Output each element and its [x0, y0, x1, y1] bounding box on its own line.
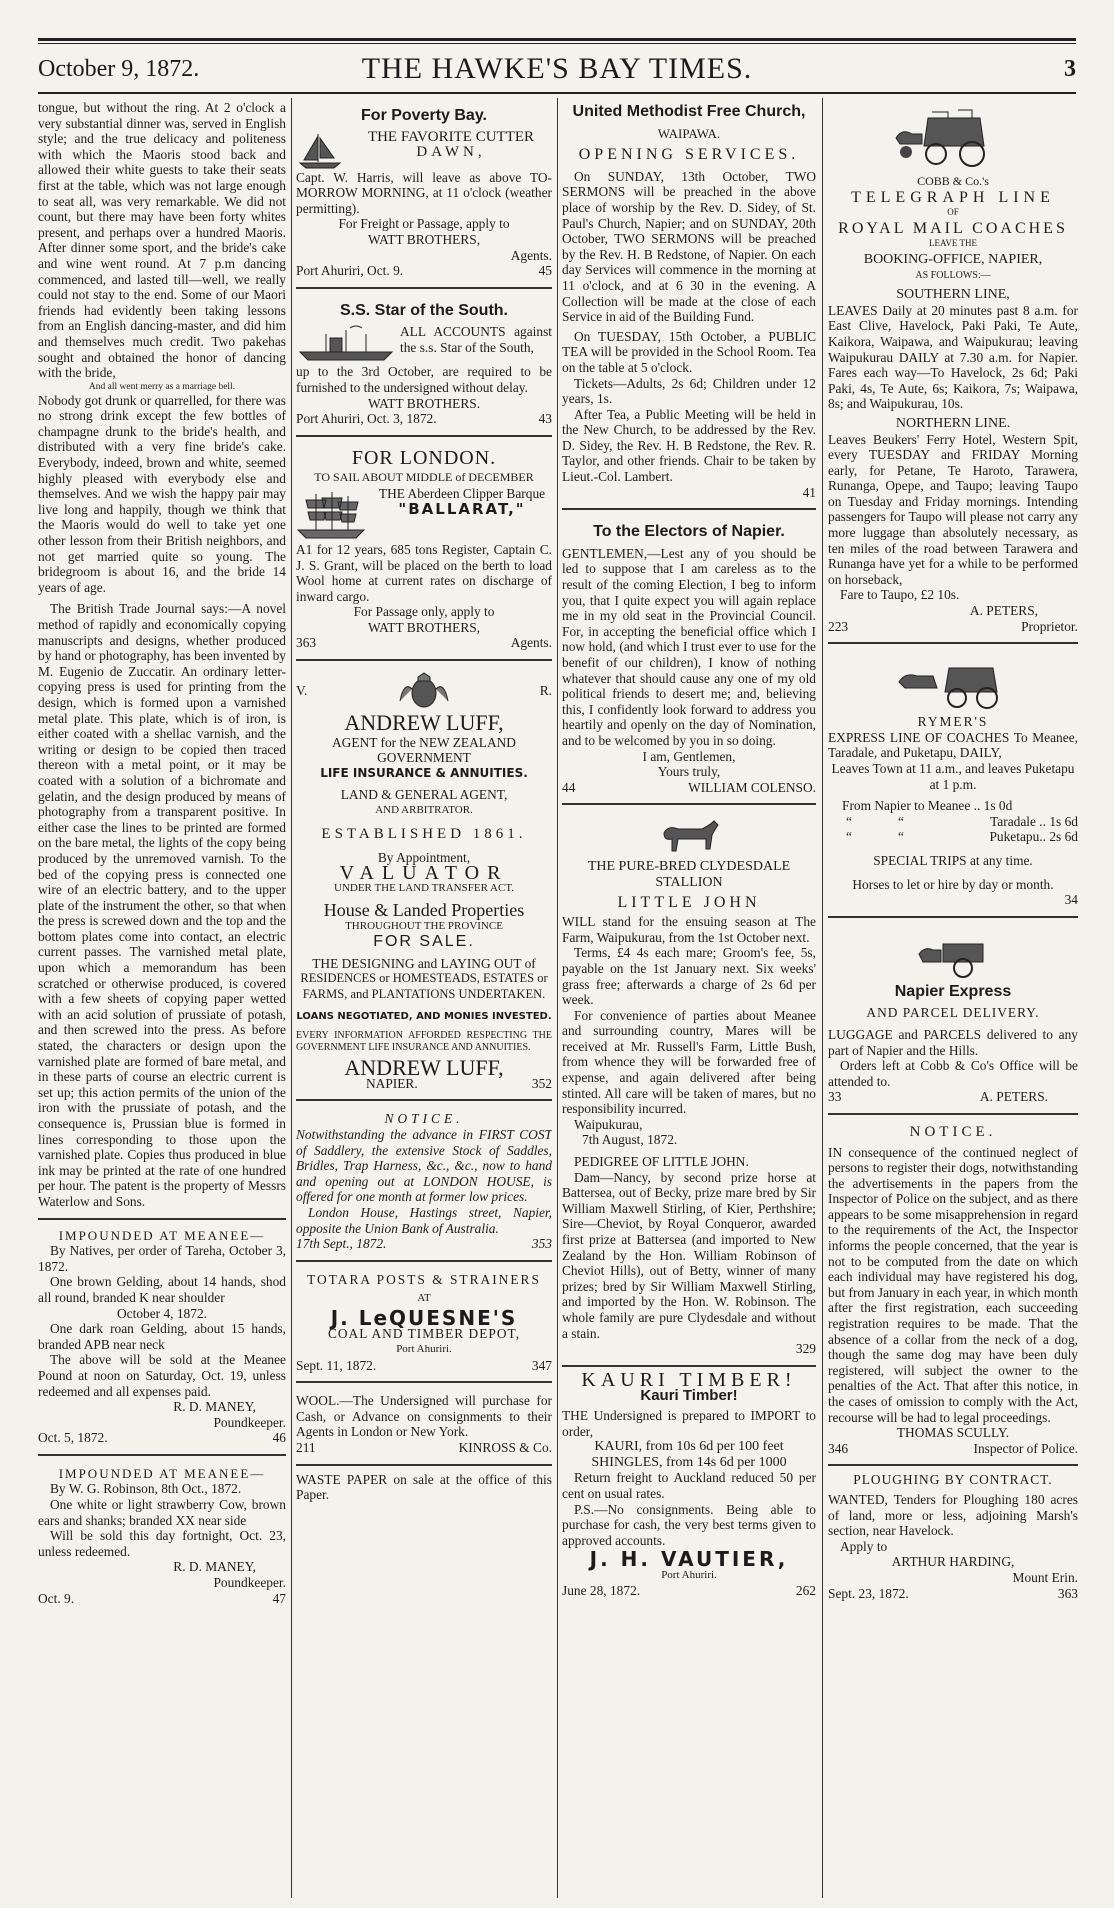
ad-line: Leaves Town at 11 a.m., and leaves Puketapu at 1 p.m.	[831, 761, 1075, 792]
column-2	[296, 100, 552, 1900]
ad-line: BOOKING-OFFICE, NAPIER,	[863, 251, 1043, 267]
ad-line: Yours truly,	[657, 764, 721, 780]
ad-role: Inspector of Police.	[973, 1440, 1078, 1456]
ad-line: Will be sold this day fortnight, Oct. 23, unless redeemed.	[38, 1528, 286, 1559]
ad-title: Napier Express	[894, 982, 1012, 1000]
stallion-name: LITTLE JOHN	[617, 893, 761, 911]
ditto-mark: “	[898, 829, 904, 845]
ad-line: For Freight or Passage, apply to	[338, 216, 510, 232]
ad-agent: WATT BROTHERS,	[367, 231, 481, 247]
ad-number: 41	[802, 484, 816, 500]
ad-body: THE Undersigned is prepared to IMPORT to order,	[562, 1407, 816, 1439]
ad-line: LOANS NEGOTIATED, AND MONIES INVESTED.	[296, 1010, 552, 1022]
fare-line: Puketapu.. 2s 6d	[989, 829, 1078, 845]
ad-place: Port Ahuriri, Oct. 3, 1872.	[296, 411, 437, 427]
ad-napier-express	[828, 924, 1078, 1115]
ad-role: Poundkeeper.	[213, 1575, 286, 1591]
ad-body: ALL ACCOUNTS against the s.s. Star of the South,	[400, 324, 552, 355]
ad-number: 47	[272, 1590, 286, 1606]
agent-name: ANDREW LUFF,	[344, 1055, 504, 1081]
ad-line: EVERY INFORMATION AFFORDED RESPECTING THE GOVERNMENT LIFE INSURANCE AND ANNUITIES.	[296, 1030, 552, 1054]
ad-body: IN consequence of the continued neglect of persons to register their dogs, notwithstanding the advertisements in the papers from the Inspector of Police on the subject, and as there appears to be some misapprehension in regard to the requirements of the Act, the Inspector informs the people concerned, that the year is not to be computed from the date on which each individual may have registered his dog, but from January in each year, in which month after the first registration, each succeeding registration requires to be made. That the absence of a collar from the neck of a dog, though the same dog may have been duly registered, will subject the owner to the penalties of the Act. That after this notice, in the cases of omission to comply with the Act, recourse will be had to legal proceedings.	[828, 1144, 1078, 1425]
top-rule-thin	[38, 43, 1076, 44]
ad-title: To the Electors of Napier.	[593, 523, 785, 541]
company-name: COBB & Co.'s	[917, 174, 989, 188]
ad-body: On SUNDAY, 13th October, TWO SERMONS will be preached in the above place of worship by the Rev. D. Sidey, of St. Paul's Church, Napier; and on SUNDAY, 20th October, TWO SERMONS will be preached by the Rev. H. B Redstone, of Napier. On each day Services will commence in the morning at 11 o'clock, and at 6 30 in the evening. A Collection will be made at the close of each Service in aid of the Building Fund.	[562, 168, 816, 325]
ad-number: 223	[828, 618, 849, 634]
ad-body: Orders left at Cobb & Co's Office will be attended to.	[828, 1058, 1078, 1089]
ad-place: WAIPAWA.	[657, 125, 721, 141]
ad-number: 353	[531, 1236, 552, 1252]
divider	[38, 1218, 286, 1220]
ad-date: Oct. 5, 1872.	[38, 1430, 108, 1446]
ad-line: UNDER THE LAND TRANSFER ACT.	[334, 882, 514, 895]
ad-subtitle: AND PARCEL DELIVERY.	[866, 1005, 1040, 1021]
ad-place: Mount Erin.	[1012, 1569, 1078, 1585]
ad-line: Agents.	[510, 247, 552, 263]
ad-body: Terms, £4 4s each mare; Groom's fee, 5s, payable on the 1st January next. Six weeks' grass free; afterwards a charge of 2s 6d per week.	[562, 945, 816, 1008]
ad-body: GENTLEMEN,—Lest any of you should be led to suppose that I am careless as to the result of the coming Election, I beg to inform you, that I quite expect you will again replace me in my old seat in the Provincial Council. For, in accepting the beneficial office which I now hold, (and which I trust ever to use for the benefit of our children), I know of nothing whatever that should cause any one of my old political friends to desert me; and, believing this, I confidently look forward to address you heartily and openly on the day of Nomination, and to be welcomed by you in so doing.	[562, 545, 816, 748]
ad-title: FOR LONDON.	[351, 446, 497, 469]
newspaper-title: THE HAWKE'S BAY TIMES.	[361, 52, 753, 85]
ad-line: AGENT for the NEW ZEALAND GOVERNMENT	[332, 734, 516, 766]
ad-line: Fare to Taupo, £2 10s.	[840, 587, 960, 603]
ad-waste-paper	[296, 1472, 552, 1503]
ad-star-of-south	[296, 295, 552, 437]
ad-number: 347	[531, 1357, 552, 1373]
ad-title: TELEGRAPH LINE	[851, 188, 1055, 206]
ad-title: ROYAL MAIL COACHES	[838, 219, 1068, 237]
ad-signer: THOMAS SCULLY.	[896, 1425, 1010, 1441]
ad-place: NAPIER.	[366, 1075, 418, 1091]
ad-title: IMPOUNDED AT MEANEE—	[58, 1227, 266, 1243]
page-number: 3	[1064, 56, 1076, 82]
ad-date: 17th Sept., 1872.	[296, 1236, 387, 1252]
ad-line: The above will be sold at the Meanee Pound at noon on Saturday, Oct. 19, unless redeemed and all expenses paid.	[38, 1352, 286, 1399]
ad-line: Agents.	[510, 635, 552, 651]
ad-wool	[296, 1389, 552, 1465]
ad-body: Dam—Nancy, by second prize horse at Battersea, out of Becky, prize mare bred by Sir William Maxwell Stirling, of Kier, Perthshire; Sire—Cheviot, by Royal Conqueror, awarded first prize at Battersea (and imported to New Zealand by the Hon. William Robinson of Cheviot Hills), out of Betty, winner of many prizes; bred by Sir William Maxwell Stirling, and imported by the Hon. W. Robinson. The whole family are pure Clydesdale and without a stain.	[562, 1169, 816, 1341]
stagecoach-icon	[888, 108, 1018, 170]
ad-title: United Methodist Free Church,	[572, 103, 806, 120]
ad-line: RESIDENCES or HOMESTEADS, ESTATES or FARMS, and PLANTATIONS UNDERTAKEN.	[300, 971, 548, 1001]
ad-line: By Natives, per order of Tareha, October 3, 1872.	[38, 1243, 286, 1274]
ad-body: On TUESDAY, 15th October, a PUBLIC TEA will be provided in the School Room. Tea on the table at 5 o'clock.	[562, 328, 816, 375]
ad-number: 34	[1064, 892, 1078, 908]
ad-role: Poundkeeper.	[213, 1414, 286, 1430]
cart-icon	[913, 932, 993, 980]
ad-agent: WATT BROTHERS,	[367, 619, 481, 635]
ad-line: For Passage only, apply to	[353, 604, 495, 620]
ad-agent: KINROSS & Co.	[458, 1440, 552, 1456]
ad-line: Apply to	[840, 1538, 888, 1554]
ad-line: FOR SALE.	[373, 933, 475, 951]
company-name: RYMER'S	[917, 714, 989, 730]
ad-place: Port Ahuriri.	[396, 1343, 452, 1356]
ad-title: THE PURE-BRED CLYDESDALE STALLION	[587, 859, 791, 890]
ad-stallion	[562, 811, 816, 1366]
column-divider	[822, 98, 823, 1898]
ad-methodist	[562, 100, 816, 510]
price-line: SHINGLES, from 14s 6d per 1000	[591, 1454, 787, 1470]
ad-number: 346	[828, 1440, 849, 1456]
ad-signer: R. D. MANEY,	[173, 1559, 256, 1575]
ad-body: Leaves Beukers' Ferry Hotel, Western Spit, every TUESDAY and FRIDAY Morning early, for Petane, Te Haroto, Tarawera, Runanga, Opepe, and Taupo; leaving Taupo on Tuesday and Friday mornings. Intending passengers for Taupo will please not carry any more luggage than absolutely necessary, as ten miles of the road between Tarawera and Runanga have yet for a while to be performed on horseback,	[828, 431, 1078, 587]
ad-line: Horses to let or hire by day or month.	[852, 876, 1054, 892]
fare-line: From Napier to Meanee .. 1s 0d	[842, 798, 1013, 814]
ad-signer: A. PETERS,	[969, 603, 1038, 619]
ad-body: P.S.—No consignments. Being able to purchase for cash, the very best terms given to approved accounts.	[562, 1501, 816, 1548]
ad-line: LAND & GENERAL AGENT,	[340, 787, 508, 803]
ad-for-london	[296, 443, 552, 661]
ad-body: LEAVES Daily at 20 minutes past 8 a.m. for East Clive, Havelock, Paki Paki, Te Aute, Kaikora, Waipawa, and Waipukurau; leaving Waipukurau DAILY at 7.30 a.m. for Napier. Fares each way—To Havelock, 2s 6d; Paki Paki, 4s, Te Aute, 6s; Kaikora, 7s; Waipawa, 8s; and Waipukurau, 10s.	[828, 302, 1078, 412]
ad-date: Oct. 9.	[38, 1590, 75, 1606]
ad-number: 33	[828, 1089, 842, 1105]
price-line: KAURI, from 10s 6d per 100 feet	[594, 1439, 784, 1455]
ad-heading: OPENING SERVICES.	[578, 146, 800, 164]
ad-line: OF	[947, 207, 959, 218]
ad-kauri	[562, 1368, 816, 1599]
ad-title: PLOUGHING BY CONTRACT.	[853, 1472, 1053, 1488]
ad-signer: A. PETERS.	[979, 1089, 1048, 1105]
ad-line: October 4, 1872.	[117, 1305, 207, 1321]
ad-line: V.	[296, 683, 308, 699]
ad-line: R.	[539, 683, 552, 699]
ad-title: S.S. Star of the South.	[339, 301, 508, 319]
article-note: And all went merry as a marriage bell.	[88, 381, 236, 392]
merchant-name: J. H. VAUTIER,	[589, 1547, 789, 1572]
issue-date: October 9, 1872.	[38, 56, 200, 82]
masthead	[38, 52, 1076, 88]
ad-line: THROUGHOUT THE PROVINCE	[345, 919, 503, 932]
masthead-rule	[38, 92, 1076, 94]
ad-place: Port Ahuriri, Oct. 9.	[296, 263, 404, 279]
column-1	[38, 100, 286, 1900]
ad-body: Tickets—Adults, 2s 6d; Children under 12 years, 1s.	[562, 375, 816, 407]
ad-line: THE DESIGNING and LAYING OUT of	[312, 955, 536, 971]
column-divider	[291, 98, 292, 1898]
column-4	[828, 100, 1078, 1900]
ad-body: WILL stand for the ensuing season at The Farm, Waipukurau, from the 1st October next.	[562, 914, 816, 945]
ad-line: LEAVE THE	[929, 238, 977, 249]
ad-title: IMPOUNDED AT MEANEE—	[58, 1465, 266, 1481]
fare-line: Taradale .. 1s 6d	[990, 813, 1078, 829]
ad-signer: R. D. MANEY,	[173, 1399, 256, 1415]
ad-number: 43	[538, 411, 552, 427]
ad-line: ESTABLISHED 1861.	[321, 825, 527, 842]
merchant-name: J. LeQUESNE'S	[330, 1305, 518, 1330]
ad-ploughing	[828, 1472, 1078, 1601]
cutter-ship-icon	[296, 130, 344, 170]
ad-line: House & Landed Properties	[323, 900, 525, 920]
ad-number: 352	[531, 1075, 552, 1091]
ad-heading: SOUTHERN LINE,	[896, 287, 1010, 303]
horse-icon	[654, 819, 724, 855]
ad-line: LIFE INSURANCE & ANNUITIES.	[320, 765, 528, 780]
ad-line: One dark roan Gelding, about 15 hands, branded APB near neck	[38, 1321, 286, 1352]
ad-totara	[296, 1268, 552, 1384]
ad-poverty-bay	[296, 100, 552, 289]
ad-body: up to the 3rd October, are required to be furnished to the undersigned without delay.	[296, 364, 552, 395]
ad-title: KAURI TIMBER!	[581, 1368, 797, 1391]
ad-date: Sept. 11, 1872.	[296, 1357, 377, 1373]
vessel-name: DAWN,	[416, 144, 486, 161]
ad-saddlery-notice	[296, 1107, 552, 1261]
ad-line: I am, Gentlemen,	[642, 748, 736, 764]
ad-impounded-2	[38, 1462, 286, 1614]
ad-line: AT	[417, 1292, 431, 1305]
ad-andrew-luff	[296, 667, 552, 1101]
ad-title: TOTARA POSTS & STRAINERS	[307, 1271, 541, 1287]
ad-line: One white or light strawberry Cow, brown ears and shanks; branded XX near side	[38, 1497, 286, 1528]
ad-date: June 28, 1872.	[562, 1583, 641, 1599]
ditto-mark: “	[898, 813, 904, 829]
ad-body: Notwithstanding the advance in FIRST COST of Saddlery, the extensive Stock of Saddles, Bridles, Trap Harness, &c., &c., now to hand and opening out at LONDON HOUSE, is offered for one month at former low prices.	[296, 1126, 552, 1205]
ad-body: WOOL.—The Undersigned will purchase for Cash, or Advance on consignments to their Agents in London or New York.	[296, 1393, 552, 1440]
ad-line: By W. G. Robinson, 8th Oct., 1872.	[50, 1481, 242, 1497]
ad-date: 7th August, 1872.	[582, 1132, 678, 1148]
ad-signer: ARTHUR HARDING,	[891, 1554, 1015, 1570]
ad-role: Proprietor.	[1021, 618, 1078, 634]
ad-number: 45	[538, 263, 552, 279]
ad-line: THE FAVORITE CUTTER	[367, 128, 535, 145]
ad-rymer	[828, 650, 1078, 918]
ad-electors	[562, 516, 816, 805]
ad-date: Sept. 23, 1872.	[828, 1585, 909, 1601]
ad-agent: WATT BROTHERS.	[367, 395, 481, 411]
ditto-mark: “	[846, 813, 852, 829]
ad-body: WANTED, Tenders for Ploughing 180 acres of land, more or less, adjoining Marsh's section, near Havelock.	[828, 1491, 1078, 1539]
ad-cobb-co	[828, 100, 1078, 644]
ad-title: NOTICE.	[909, 1123, 997, 1140]
column-3	[562, 100, 816, 1900]
ad-line: By Appointment,	[377, 850, 471, 866]
coach-and-horses-icon	[893, 658, 1013, 710]
ad-subtitle: TO SAIL ABOUT MIDDLE of DECEMBER	[314, 470, 534, 485]
ad-heading: NORTHERN LINE.	[895, 415, 1011, 431]
ad-dog-notice	[828, 1121, 1078, 1466]
ad-line: AND ARBITRATOR.	[375, 804, 473, 817]
ad-body: WASTE PAPER on sale at the office of this Paper.	[296, 1471, 552, 1503]
ad-body: A1 for 12 years, 685 tons Register, Captain C. J. S. Grant, will be placed on the berth to load Wool home at current rates on discharge of inward cargo.	[296, 541, 552, 604]
ad-line: COAL AND TIMBER DEPOT,	[327, 1326, 521, 1342]
ad-number: 211	[296, 1440, 316, 1456]
ad-heading: PEDIGREE OF LITTLE JOHN.	[574, 1154, 749, 1170]
agent-name: ANDREW LUFF,	[344, 710, 504, 736]
steamship-icon	[296, 324, 396, 364]
ad-place: Waipukurau,	[574, 1116, 643, 1132]
ad-title: NOTICE.	[384, 1111, 464, 1127]
ad-number: 329	[795, 1341, 816, 1357]
ad-body: For convenience of parties about Meanee and surrounding country, Mares will be received at Mr. Russell's Farm, Little Bush, from whence they will be forwarded free of expense, and again delivered after being stinted. All care will be taken of mares, but no responsibility incurred.	[562, 1007, 816, 1117]
ad-line: London House, Hastings street, Napier, opposite the Union Bank of Australia.	[296, 1204, 552, 1236]
ad-number: 44	[562, 779, 576, 795]
vessel-name: "BALLARAT,"	[398, 499, 526, 518]
ad-line: AS FOLLOWS:—	[915, 269, 991, 281]
ad-line: One brown Gelding, about 14 hands, shod all round, branded K near shoulder	[38, 1274, 286, 1305]
ad-body: After Tea, a Public Meeting will be held in the New Church, to be addressed by the Rev. D. Sidey, the Rev. H. B Redstone, the Rev. R. Taylor, and other friends. Chair to be taken by Lieut.-Col. Lambert.	[562, 406, 816, 485]
clipper-ship-icon	[296, 490, 366, 542]
ad-line: SPECIAL TRIPS at any time.	[873, 852, 1033, 868]
ad-number: 363	[296, 635, 317, 651]
ad-number: 46	[272, 1430, 286, 1446]
ad-title: For Poverty Bay.	[361, 107, 487, 124]
ad-number: 363	[1057, 1585, 1078, 1601]
ad-title: EXPRESS LINE OF COACHES To Meanee, Taradale, and Puketapu, DAILY,	[828, 729, 1078, 761]
article-wedding-cont: Nobody got drunk or quarrelled, for there was no strong drink except the few bottles of champagne drunk to the bride's health, and distributed with a very fine bride's cake. Everybody, indeed, brown and white, seemed highly pleased with everybody else and themselves. And we wish the happy pair may live long and happily, though we think that the Maoris would do well to take yet one other lesson from their British neighbors, and not get married quite so young. The bridegroom is about 16, and the bride 14 years of age.	[38, 392, 286, 595]
ad-place: Port Ahuriri.	[661, 1568, 717, 1581]
top-rule	[38, 38, 1076, 41]
ad-body: LUGGAGE and PARCELS delivered to any part of Napier and the Hills.	[828, 1026, 1078, 1058]
ditto-mark: “	[846, 829, 852, 845]
ad-impounded-1	[38, 1224, 286, 1456]
ad-body: Capt. W. Harris, will leave as above TO-MORROW MORNING, at 11 o'clock (weather permitting).	[296, 169, 552, 216]
ad-line: VALUATOR	[339, 861, 509, 884]
article-copying-press: The British Trade Journal says:—A novel method of rapidly and economically copying manuscripts and designs, whether produced by hand or photography, has been invented by M. Eugenio de Zuccatir. An ordinary letter-copying press is used for printing from the design, which is formed upon a varnished metal plate. This plate, which is of iron, is either coated with a shellac varnish, and the writing or design to be copied then traced thereon with a metal point, or it may be coated with a solution of a bichromate and gelatin, and the design produced by means of photography from a transparent positive. In either case the lines to be printed are formed on the bare metal, the lights of the copy being produced by the unremoved varnish. To the bed of the copying press is connected one wire of an electric battery, and to the upper plate of the instrument the other, so that when the press is screwed down and the top and the bottom plates come into contact, an electric current passes. The varnished metal plate, upon which a memorandum has been scratched or otherwise produced, is covered with a few sheets of copying paper wetted with an acid solution of prussiate of potash, and then screwed into the press. As before stated, the characters or design upon the varnished plate are formed of bare metal, and in these parts of course an electric current is set up; this action permits of the union of the iron with the prussiate of potash, and the consequence is, Prussian blue is formed in lines corresponding to those upon the varnished plate. Copies thus produced in blue ink may be printed at the rate of one hundred per hour. The patent is the property of Messrs Waterlow and Sons.	[38, 601, 286, 1209]
ad-signer: WILLIAM COLENSO.	[688, 779, 816, 795]
ad-line: THE Aberdeen Clipper Barque	[378, 485, 546, 501]
royal-crest-icon	[394, 671, 454, 711]
ad-number: 262	[795, 1583, 816, 1599]
article-wedding: tongue, but without the ring. At 2 o'clock a very substantial dinner was, served in English style; and the true delicacy and politeness with which the Maoris stood back and allowed their white guests to take their seats first at the table, which was not large enough to seat all, was very remarkable. We did not count, but there may have been forty whites present, and perhaps over a hundred Maoris. After dinner some sport, and the bride's cake and wine went round. At 7 p.m dancing commenced, and lasted till—well, we really could not stay to the end. Some of our Maori friends had evidently been taking lessons from an English dancing-master, and did him and themselves much credit. Two pakehas sought and obtained the honor of dancing with the bride,	[38, 100, 286, 381]
ad-subtitle: Kauri Timber!	[640, 1387, 738, 1405]
column-divider	[557, 98, 558, 1898]
ad-body: Return freight to Auckland reduced 50 per cent on usual rates.	[562, 1470, 816, 1501]
